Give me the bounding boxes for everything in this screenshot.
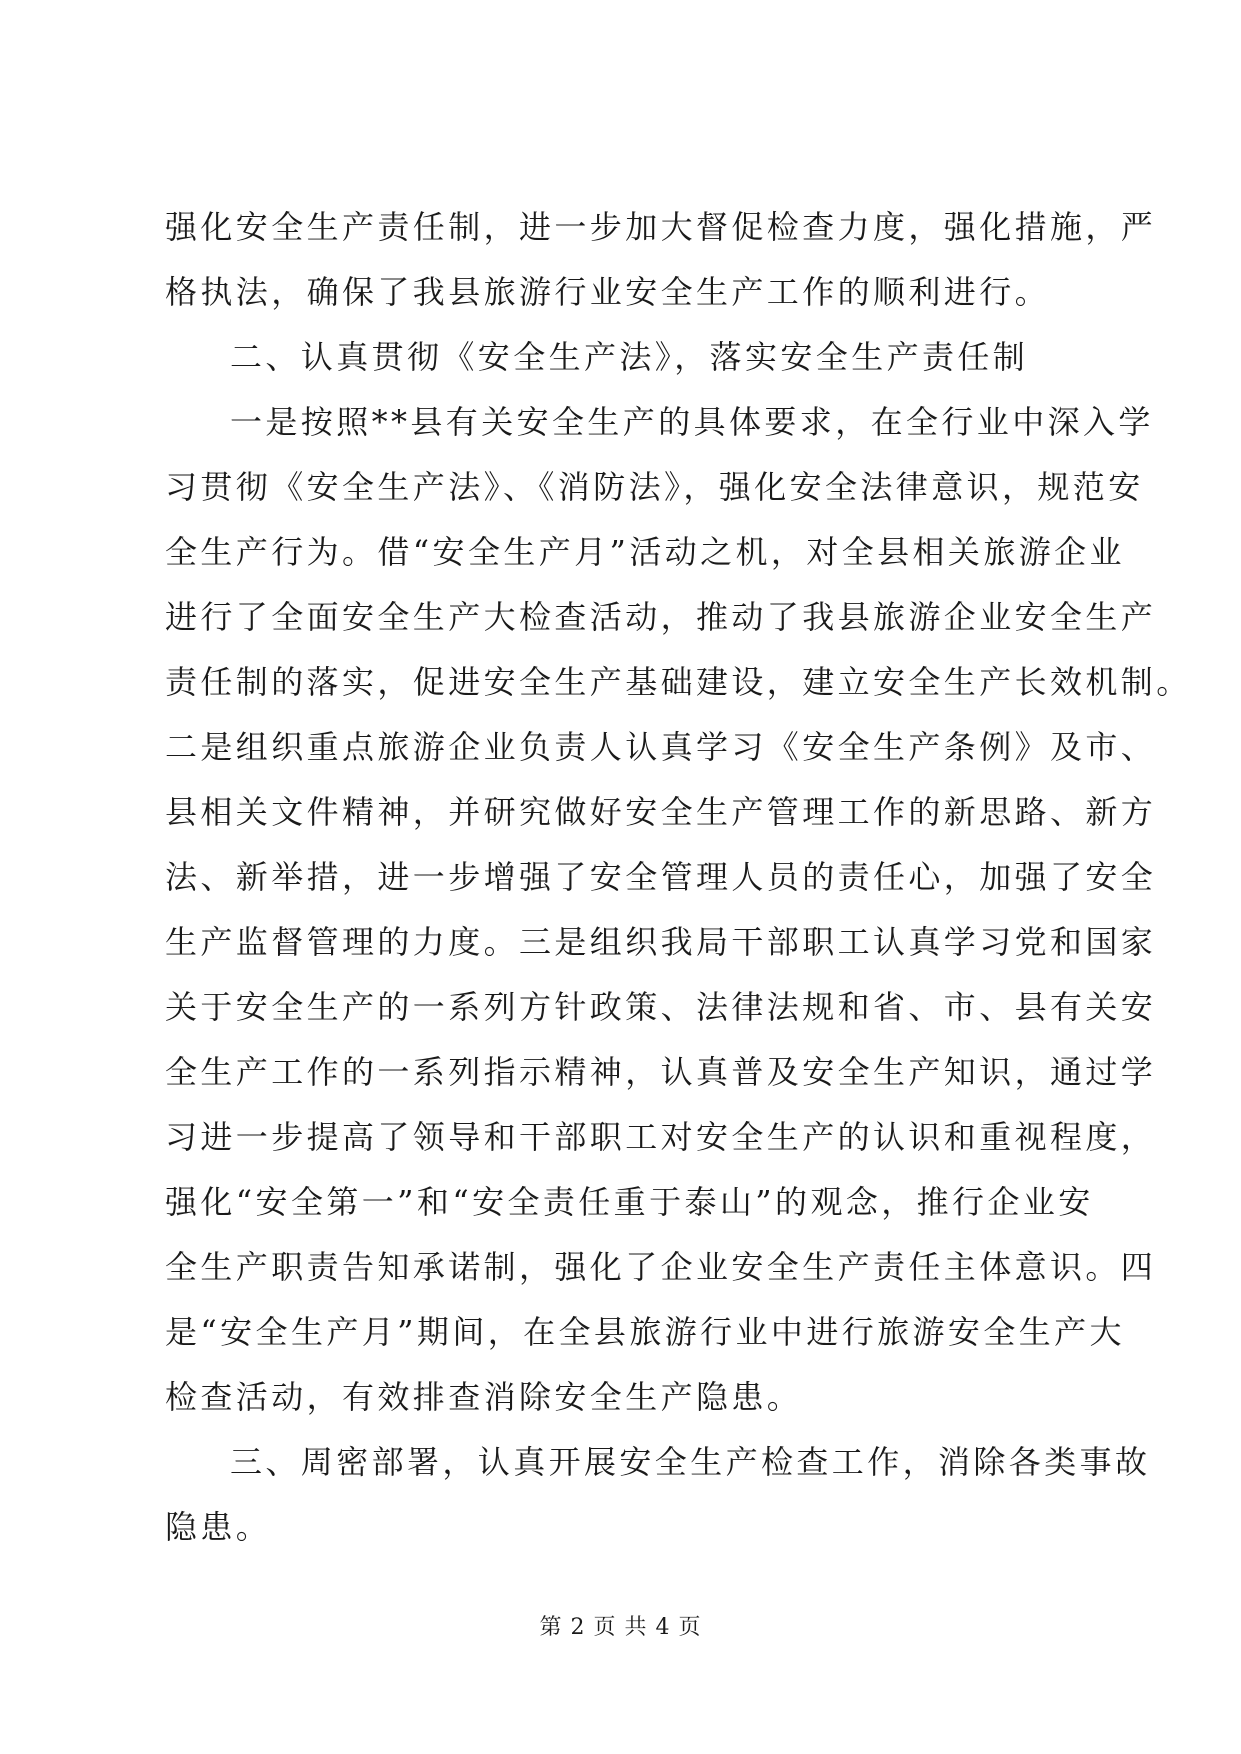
paragraph-line: 全生产行为。借“安全生产月”活动之机，对全县相关旅游企业	[165, 533, 1125, 571]
paragraph-line: 强化安全生产责任制，进一步加大督促检查力度，强化措施，严	[165, 208, 1157, 246]
paragraph-line: 全生产职责告知承诺制，强化了企业安全生产责任主体意识。四	[165, 1248, 1157, 1286]
paragraph-line: 检查活动，有效排查消除安全生产隐患。	[165, 1378, 803, 1416]
paragraph-line: 习进一步提高了领导和干部职工对安全生产的认识和重视程度，	[165, 1118, 1157, 1156]
page-number-footer: 第 2 页 共 4 页	[539, 1615, 702, 1640]
paragraph-line: 生产监督管理的力度。三是组织我局干部职工认真学习党和国家	[165, 923, 1157, 961]
paragraph-line: 隐患。	[165, 1508, 272, 1546]
paragraph-line: 强化“安全第一”和“安全责任重于泰山”的观念，推行企业安	[165, 1183, 1094, 1221]
paragraph-line: 一是按照**县有关安全生产的具体要求，在全行业中深入学	[230, 403, 1154, 441]
paragraph-line: 全生产工作的一系列指示精神，认真普及安全生产知识，通过学	[165, 1053, 1157, 1091]
paragraph-line: 是“安全生产月”期间，在全县旅游行业中进行旅游安全生产大	[165, 1313, 1125, 1351]
paragraph-line: 习贯彻《安全生产法》、《消防法》，强化安全法律意识，规范安	[165, 468, 1144, 506]
paragraph-line: 法、新举措，进一步增强了安全管理人员的责任心，加强了安全	[165, 858, 1157, 896]
paragraph-line: 关于安全生产的一系列方针政策、法律法规和省、市、县有关安	[165, 988, 1157, 1026]
paragraph-line: 二是组织重点旅游企业负责人认真学习《安全生产条例》及市、	[165, 728, 1157, 766]
paragraph-line: 责任制的落实，促进安全生产基础建设，建立安全生产长效机制。	[165, 663, 1192, 701]
paragraph-line: 县相关文件精神，并研究做好安全生产管理工作的新思路、新方	[165, 793, 1157, 831]
paragraph-line: 进行了全面安全生产大检查活动，推动了我县旅游企业安全生产	[165, 598, 1157, 636]
section-heading: 二、认真贯彻《安全生产法》，落实安全生产责任制	[230, 338, 1029, 376]
paragraph-line: 格执法，确保了我县旅游行业安全生产工作的顺利进行。	[165, 273, 1051, 311]
section-heading: 三、周密部署，认真开展安全生产检查工作，消除各类事故	[230, 1443, 1151, 1481]
